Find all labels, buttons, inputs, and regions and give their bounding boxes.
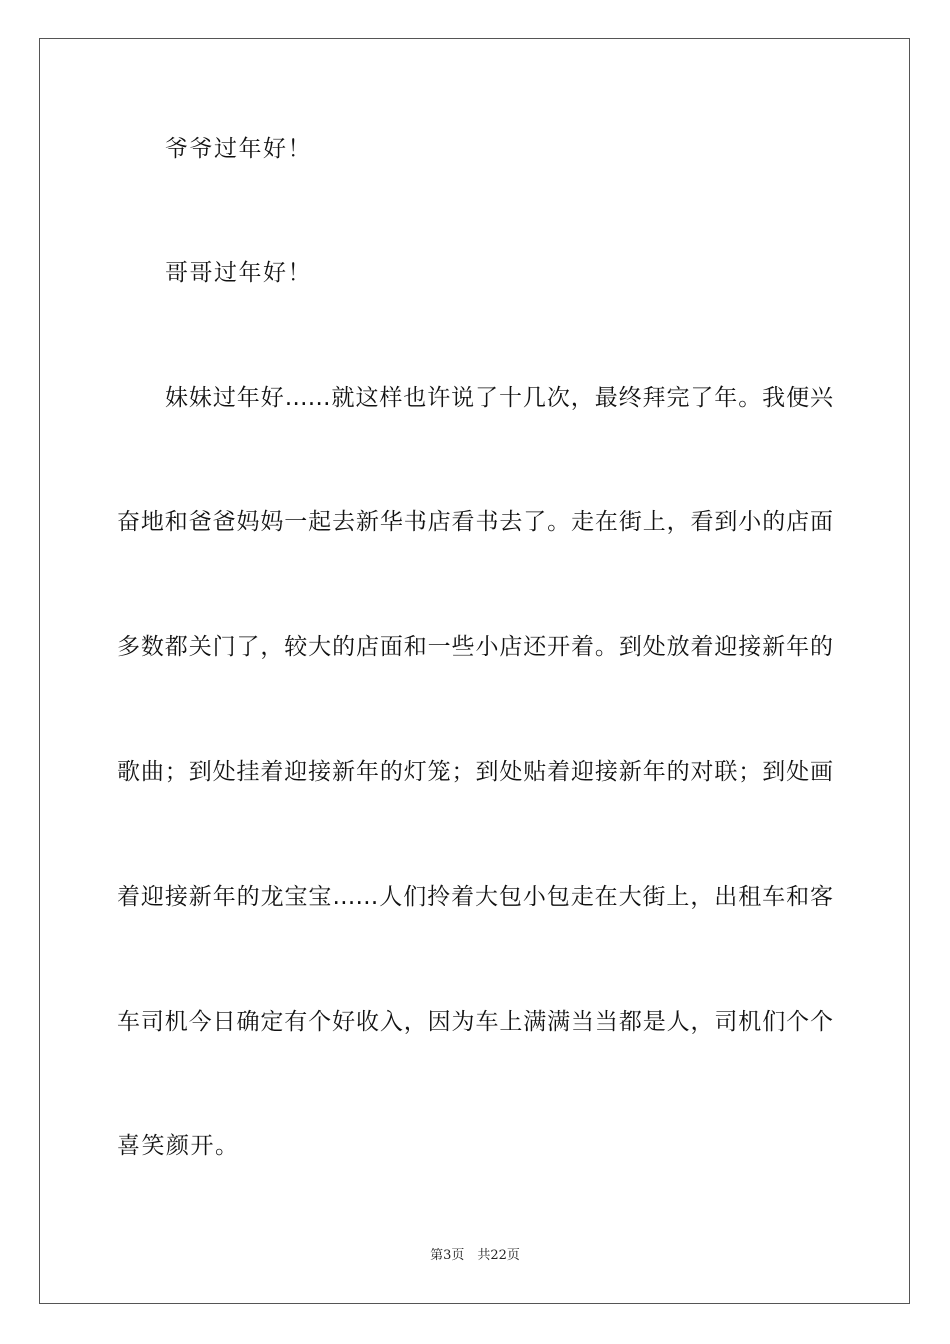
paragraph-line-2: 奋地和爸爸妈妈一起去新华书店看书去了。走在街上，看到小的店面 xyxy=(117,509,833,535)
paragraph-line-7: 喜笑颜开。 xyxy=(117,1133,240,1159)
paragraph-line-6: 车司机今日确定有个好收入，因为车上满满当当都是人，司机们个个 xyxy=(117,1009,833,1035)
paragraph-line-3: 多数都关门了，较大的店面和一些小店还开着。到处放着迎接新年的 xyxy=(117,634,833,660)
paragraph-line-4: 歌曲；到处挂着迎接新年的灯笼；到处贴着迎接新年的对联；到处画 xyxy=(117,759,833,785)
paragraph-line-1: 妹妹过年好……就这样也许说了十几次，最终拜完了年。我便兴 xyxy=(165,385,833,411)
greeting-grandpa: 爷爷过年好！ xyxy=(165,136,312,162)
page-border xyxy=(39,38,910,1304)
page-number: 第3页 共22页 xyxy=(430,1248,520,1263)
greeting-brother: 哥哥过年好！ xyxy=(165,260,312,286)
paragraph-line-5: 着迎接新年的龙宝宝……人们拎着大包小包走在大街上，出租车和客 xyxy=(117,884,833,910)
